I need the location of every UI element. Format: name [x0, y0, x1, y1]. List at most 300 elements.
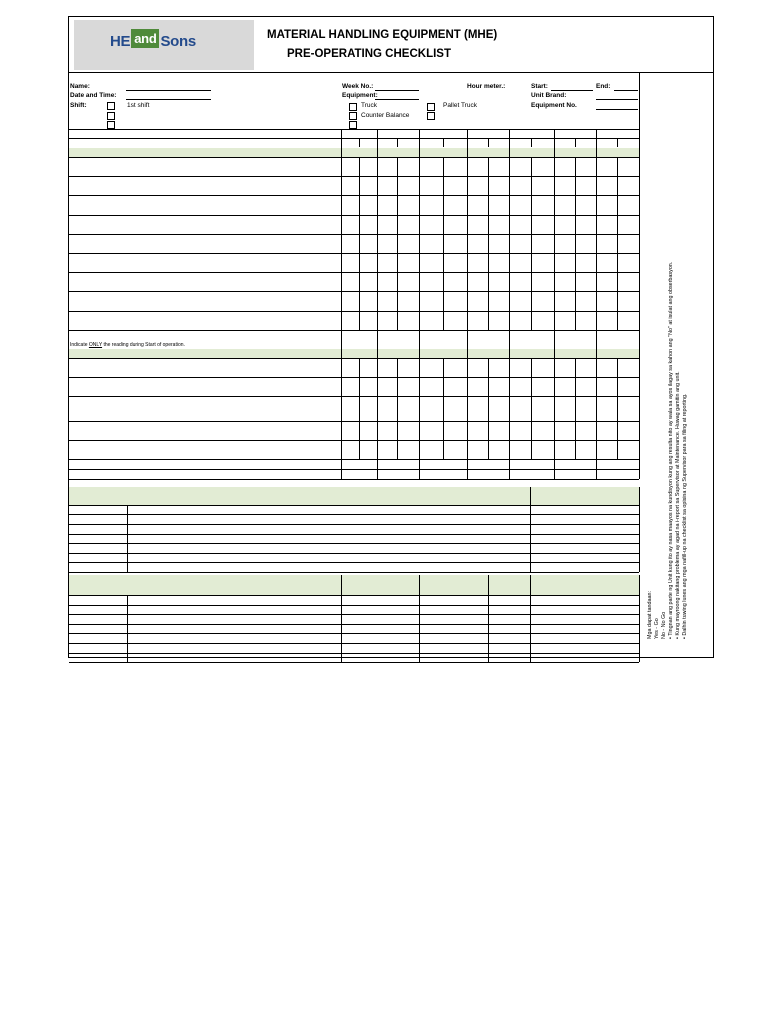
- no-checkbox-cell[interactable]: [488, 291, 509, 310]
- no-checkbox-cell[interactable]: [531, 421, 554, 440]
- equipment-no-field[interactable]: [596, 109, 638, 110]
- no-checkbox-cell[interactable]: [443, 377, 467, 396]
- yes-checkbox-cell[interactable]: [554, 377, 575, 396]
- yes-checkbox-cell[interactable]: [596, 377, 617, 396]
- yes-checkbox-cell[interactable]: [596, 215, 617, 234]
- yes-checkbox-cell[interactable]: [377, 421, 397, 440]
- timeline-field[interactable]: [419, 614, 488, 624]
- counter-balance-checkbox[interactable]: [349, 112, 357, 120]
- action-field[interactable]: [341, 653, 419, 663]
- no-checkbox-cell[interactable]: [359, 358, 377, 377]
- yes-checkbox-cell[interactable]: [377, 291, 397, 310]
- no-checkbox-cell[interactable]: [443, 421, 467, 440]
- no-checkbox-cell[interactable]: [359, 311, 377, 330]
- yes-checkbox-cell[interactable]: [467, 253, 488, 272]
- yes-checkbox-cell[interactable]: [596, 421, 617, 440]
- yes-checkbox-cell[interactable]: [596, 195, 617, 214]
- yes-checkbox-cell[interactable]: [341, 291, 359, 310]
- no-checkbox-cell[interactable]: [617, 358, 639, 377]
- column-line: [639, 72, 640, 479]
- yes-checkbox-cell[interactable]: [467, 176, 488, 195]
- no-checkbox-cell[interactable]: [488, 440, 509, 459]
- yes-checkbox-cell[interactable]: [467, 396, 488, 421]
- yes-checkbox-cell[interactable]: [554, 215, 575, 234]
- comments-field[interactable]: [127, 624, 341, 634]
- yes-checkbox-cell[interactable]: [377, 377, 397, 396]
- no-checkbox-cell[interactable]: [397, 215, 419, 234]
- no-checkbox-cell[interactable]: [488, 195, 509, 214]
- remarks-field[interactable]: [127, 553, 530, 563]
- day-entry-cell[interactable]: [596, 469, 639, 479]
- no-checkbox-cell[interactable]: [488, 421, 509, 440]
- maintenance-signature-field[interactable]: [530, 624, 639, 634]
- shift-checkbox-2[interactable]: [107, 112, 115, 120]
- no-checkbox-cell[interactable]: [488, 215, 509, 234]
- no-checkbox-cell[interactable]: [488, 396, 509, 421]
- no-checkbox-cell[interactable]: [575, 272, 596, 291]
- yes-checkbox-cell[interactable]: [554, 157, 575, 176]
- yes-checkbox-cell[interactable]: [554, 291, 575, 310]
- yes-checkbox-cell[interactable]: [596, 311, 617, 330]
- yes-checkbox-cell[interactable]: [419, 358, 443, 377]
- fl-operator-signature-field[interactable]: [530, 553, 639, 563]
- yes-checkbox-cell[interactable]: [509, 272, 531, 291]
- yes-checkbox-cell[interactable]: [341, 215, 359, 234]
- yes-checkbox-cell[interactable]: [554, 311, 575, 330]
- yes-checkbox-cell[interactable]: [467, 215, 488, 234]
- yes-checkbox-cell[interactable]: [341, 421, 359, 440]
- no-checkbox-cell[interactable]: [617, 215, 639, 234]
- no-checkbox-cell[interactable]: [397, 272, 419, 291]
- timeline-field[interactable]: [419, 595, 488, 605]
- yes-checkbox-cell[interactable]: [596, 396, 617, 421]
- yes-checkbox-cell[interactable]: [341, 176, 359, 195]
- no-checkbox-cell[interactable]: [359, 157, 377, 176]
- no-checkbox-cell[interactable]: [575, 215, 596, 234]
- no-checkbox-cell[interactable]: [617, 421, 639, 440]
- column-line: [127, 505, 128, 572]
- no-checkbox-cell[interactable]: [397, 234, 419, 253]
- no-checkbox-cell[interactable]: [397, 311, 419, 330]
- no-checkbox-cell[interactable]: [443, 291, 467, 310]
- yes-checkbox-cell[interactable]: [509, 358, 531, 377]
- name-field[interactable]: [126, 90, 211, 91]
- no-checkbox-cell[interactable]: [397, 440, 419, 459]
- no-checkbox-cell[interactable]: [575, 253, 596, 272]
- no-checkbox-cell[interactable]: [397, 377, 419, 396]
- yes-checkbox-cell[interactable]: [419, 291, 443, 310]
- no-checkbox-cell[interactable]: [359, 440, 377, 459]
- yes-checkbox-cell[interactable]: [419, 195, 443, 214]
- yes-checkbox-cell[interactable]: [377, 272, 397, 291]
- yes-checkbox-cell[interactable]: [341, 440, 359, 459]
- no-checkbox-cell[interactable]: [397, 253, 419, 272]
- yes-checkbox-cell[interactable]: [509, 377, 531, 396]
- no-checkbox-cell[interactable]: [575, 234, 596, 253]
- day-entry-cell[interactable]: [377, 330, 419, 349]
- yes-checkbox-cell[interactable]: [341, 272, 359, 291]
- yes-checkbox-cell[interactable]: [341, 253, 359, 272]
- action-header: [341, 575, 419, 595]
- yes-checkbox-cell[interactable]: [419, 253, 443, 272]
- fl-operator-signature-field[interactable]: [530, 505, 639, 515]
- yes-checkbox-cell[interactable]: [467, 377, 488, 396]
- yes-checkbox-cell[interactable]: [419, 377, 443, 396]
- yes-checkbox-cell[interactable]: [596, 272, 617, 291]
- yes-checkbox-cell[interactable]: [341, 234, 359, 253]
- equipment-label: Equipment:: [342, 92, 378, 99]
- unit-brand-field[interactable]: [596, 99, 638, 100]
- yes-checkbox-cell[interactable]: [467, 358, 488, 377]
- timeline-field[interactable]: [419, 653, 488, 663]
- hour-meter-label: Hour meter.:: [467, 83, 506, 90]
- no-checkbox-cell[interactable]: [443, 215, 467, 234]
- yes-checkbox-cell[interactable]: [377, 215, 397, 234]
- no-checkbox-cell[interactable]: [488, 311, 509, 330]
- day-entry-cell[interactable]: [419, 459, 467, 469]
- remarks-field[interactable]: [127, 543, 530, 553]
- fl-operator-signature-field[interactable]: [530, 543, 639, 553]
- equipment-field[interactable]: [375, 99, 419, 100]
- no-checkbox-cell[interactable]: [575, 440, 596, 459]
- day-entry-cell[interactable]: [596, 330, 639, 349]
- yes-checkbox-cell[interactable]: [467, 157, 488, 176]
- no-checkbox-cell[interactable]: [617, 396, 639, 421]
- name-label: Name:: [70, 83, 90, 90]
- day-entry-cell[interactable]: [467, 330, 509, 349]
- no-checkbox-cell[interactable]: [531, 291, 554, 310]
- no-checkbox-cell[interactable]: [617, 272, 639, 291]
- no-checkbox-cell[interactable]: [359, 396, 377, 421]
- fl-operator-signature-field[interactable]: [530, 514, 639, 524]
- yes-checkbox-cell[interactable]: [596, 176, 617, 195]
- day-entry-cell[interactable]: [341, 459, 377, 469]
- yes-checkbox-cell[interactable]: [467, 234, 488, 253]
- yes-checkbox-cell[interactable]: [554, 358, 575, 377]
- no-checkbox-cell[interactable]: [531, 396, 554, 421]
- action-field[interactable]: [341, 624, 419, 634]
- maintenance-signature-field[interactable]: [530, 633, 639, 643]
- no-checkbox-cell[interactable]: [531, 176, 554, 195]
- yes-checkbox-cell[interactable]: [377, 253, 397, 272]
- day-entry-cell[interactable]: [377, 469, 419, 479]
- action-field[interactable]: [341, 595, 419, 605]
- no-checkbox-cell[interactable]: [359, 176, 377, 195]
- yes-checkbox-cell[interactable]: [596, 440, 617, 459]
- no-checkbox-cell[interactable]: [531, 440, 554, 459]
- yes-checkbox-cell[interactable]: [419, 272, 443, 291]
- no-checkbox-cell[interactable]: [443, 176, 467, 195]
- no-checkbox-cell[interactable]: [488, 253, 509, 272]
- remarks-field[interactable]: [127, 534, 530, 544]
- yes-checkbox-cell[interactable]: [467, 291, 488, 310]
- yes-checkbox-cell[interactable]: [341, 377, 359, 396]
- no-checkbox-cell[interactable]: [359, 377, 377, 396]
- comments-field[interactable]: [127, 643, 341, 653]
- yes-checkbox-cell[interactable]: [509, 253, 531, 272]
- no-checkbox-cell[interactable]: [617, 253, 639, 272]
- no-checkbox-cell[interactable]: [617, 234, 639, 253]
- yes-checkbox-cell[interactable]: [419, 215, 443, 234]
- no-checkbox-cell[interactable]: [617, 311, 639, 330]
- no-checkbox-cell[interactable]: [443, 311, 467, 330]
- truck-checkbox[interactable]: [349, 103, 357, 111]
- no-checkbox-cell[interactable]: [531, 157, 554, 176]
- yes-checkbox-cell[interactable]: [377, 234, 397, 253]
- no-checkbox-cell[interactable]: [488, 377, 509, 396]
- no-checkbox-cell[interactable]: [488, 358, 509, 377]
- day-entry-cell[interactable]: [419, 330, 467, 349]
- yes-checkbox-cell[interactable]: [467, 311, 488, 330]
- yes-checkbox-cell[interactable]: [509, 291, 531, 310]
- yes-checkbox-cell[interactable]: [596, 358, 617, 377]
- day-entry-cell[interactable]: [341, 469, 377, 479]
- day-entry-cell[interactable]: [554, 459, 596, 469]
- no-checkbox-cell[interactable]: [397, 358, 419, 377]
- fl-operator-signature-field[interactable]: [530, 534, 639, 544]
- maintenance-signature-field[interactable]: [530, 605, 639, 615]
- yes-checkbox-cell[interactable]: [341, 358, 359, 377]
- yes-checkbox-cell[interactable]: [419, 396, 443, 421]
- yes-checkbox-cell[interactable]: [554, 440, 575, 459]
- shift-checkbox-3[interactable]: [107, 121, 115, 129]
- week-no-field[interactable]: [375, 90, 419, 91]
- yes-checkbox-cell[interactable]: [509, 157, 531, 176]
- yes-checkbox-cell[interactable]: [596, 253, 617, 272]
- remarks-field[interactable]: [127, 524, 530, 534]
- remarks-field[interactable]: [127, 562, 530, 572]
- yes-checkbox-cell[interactable]: [377, 311, 397, 330]
- side-note-line: • Tingnan ang parte ng Unit kung ito ay nasa maayos na kundisyon kung ang resulta nito ay wala sa ayos ilagay sa kahon ang "No" at isulat ang obserbasyon.: [668, 261, 674, 639]
- yes-checkbox-cell[interactable]: [596, 157, 617, 176]
- no-checkbox-cell[interactable]: [443, 396, 467, 421]
- yes-checkbox-cell[interactable]: [341, 195, 359, 214]
- yes-checkbox-cell[interactable]: [596, 234, 617, 253]
- status-field[interactable]: [488, 595, 530, 605]
- yes-checkbox-cell[interactable]: [419, 157, 443, 176]
- row-line: [69, 572, 639, 573]
- yes-checkbox-cell[interactable]: [509, 396, 531, 421]
- no-checkbox-cell[interactable]: [531, 253, 554, 272]
- no-checkbox-cell[interactable]: [488, 234, 509, 253]
- timeline-field[interactable]: [419, 624, 488, 634]
- no-checkbox-cell[interactable]: [575, 311, 596, 330]
- no-checkbox-cell[interactable]: [531, 311, 554, 330]
- no-checkbox-cell[interactable]: [443, 234, 467, 253]
- yes-checkbox-cell[interactable]: [509, 440, 531, 459]
- yes-checkbox-cell[interactable]: [554, 421, 575, 440]
- no-checkbox-cell[interactable]: [531, 272, 554, 291]
- end-field[interactable]: [614, 90, 638, 91]
- yes-checkbox-cell[interactable]: [467, 421, 488, 440]
- no-checkbox-cell[interactable]: [575, 291, 596, 310]
- no-checkbox-cell[interactable]: [531, 195, 554, 214]
- maintenance-signature-field[interactable]: [530, 614, 639, 624]
- no-checkbox-cell[interactable]: [443, 253, 467, 272]
- yes-checkbox-cell[interactable]: [377, 396, 397, 421]
- no-checkbox-cell[interactable]: [575, 377, 596, 396]
- action-field[interactable]: [341, 614, 419, 624]
- comments-field[interactable]: [127, 605, 341, 615]
- no-checkbox-cell[interactable]: [575, 195, 596, 214]
- yes-checkbox-cell[interactable]: [509, 176, 531, 195]
- no-checkbox-cell[interactable]: [397, 176, 419, 195]
- yes-checkbox-cell[interactable]: [554, 234, 575, 253]
- day-entry-cell[interactable]: [341, 330, 377, 349]
- no-checkbox-cell[interactable]: [531, 358, 554, 377]
- no-checkbox-cell[interactable]: [359, 234, 377, 253]
- row-line: [69, 662, 639, 663]
- yes-checkbox-cell[interactable]: [419, 234, 443, 253]
- fl-operator-header: [530, 487, 639, 505]
- timeline-field[interactable]: [419, 643, 488, 653]
- no-checkbox-cell[interactable]: [575, 396, 596, 421]
- yes-checkbox-cell[interactable]: [509, 195, 531, 214]
- remarks-field[interactable]: [127, 505, 530, 515]
- yes-checkbox-cell[interactable]: [419, 311, 443, 330]
- no-checkbox-cell[interactable]: [488, 272, 509, 291]
- comments-field[interactable]: [127, 595, 341, 605]
- maintenance-signature-field[interactable]: [530, 643, 639, 653]
- fl-operator-signature-field[interactable]: [530, 562, 639, 572]
- status-field[interactable]: [488, 605, 530, 615]
- status-field[interactable]: [488, 643, 530, 653]
- status-field[interactable]: [488, 633, 530, 643]
- no-checkbox-cell[interactable]: [575, 157, 596, 176]
- yes-checkbox-cell[interactable]: [419, 421, 443, 440]
- no-checkbox-cell[interactable]: [488, 176, 509, 195]
- day-entry-cell[interactable]: [554, 330, 596, 349]
- no-checkbox-cell[interactable]: [617, 176, 639, 195]
- first-shift-checkbox[interactable]: [107, 102, 115, 110]
- pallet-truck-checkbox[interactable]: [427, 103, 435, 111]
- no-checkbox-cell[interactable]: [617, 291, 639, 310]
- day-entry-cell[interactable]: [377, 459, 419, 469]
- yes-checkbox-cell[interactable]: [554, 253, 575, 272]
- no-checkbox-cell[interactable]: [397, 157, 419, 176]
- no-checkbox-cell[interactable]: [359, 272, 377, 291]
- no-checkbox-cell[interactable]: [488, 157, 509, 176]
- no-checkbox-cell[interactable]: [617, 195, 639, 214]
- timeline-field[interactable]: [419, 605, 488, 615]
- no-checkbox-cell[interactable]: [617, 440, 639, 459]
- no-checkbox-cell[interactable]: [359, 195, 377, 214]
- action-field[interactable]: [341, 605, 419, 615]
- date-time-label: Date and Time:: [70, 92, 117, 99]
- no-checkbox-cell[interactable]: [531, 234, 554, 253]
- no-checkbox-cell[interactable]: [443, 358, 467, 377]
- no-checkbox-cell[interactable]: [575, 358, 596, 377]
- yes-checkbox-cell[interactable]: [341, 157, 359, 176]
- action-field[interactable]: [341, 633, 419, 643]
- no-checkbox-cell[interactable]: [397, 396, 419, 421]
- yes-checkbox-cell[interactable]: [509, 215, 531, 234]
- day-entry-cell[interactable]: [419, 469, 467, 479]
- yes-checkbox-cell[interactable]: [509, 234, 531, 253]
- day-entry-cell[interactable]: [596, 459, 639, 469]
- page-subtitle: PRE-OPERATING CHECKLIST: [287, 48, 451, 60]
- yes-checkbox-cell[interactable]: [467, 272, 488, 291]
- no-checkbox-cell[interactable]: [531, 377, 554, 396]
- maintenance-signature-field[interactable]: [530, 653, 639, 663]
- comments-field[interactable]: [127, 614, 341, 624]
- yes-checkbox-cell[interactable]: [596, 291, 617, 310]
- no-checkbox-cell[interactable]: [443, 272, 467, 291]
- no-checkbox-cell[interactable]: [443, 440, 467, 459]
- status-field[interactable]: [488, 653, 530, 663]
- no-checkbox-cell[interactable]: [397, 291, 419, 310]
- yes-checkbox-cell[interactable]: [377, 195, 397, 214]
- no-checkbox-cell[interactable]: [397, 195, 419, 214]
- side-notes: [647, 261, 689, 639]
- yes-checkbox-cell[interactable]: [467, 195, 488, 214]
- remarks-field[interactable]: [127, 514, 530, 524]
- day-entry-cell[interactable]: [509, 330, 554, 349]
- yes-checkbox-cell[interactable]: [509, 311, 531, 330]
- day-entry-cell[interactable]: [467, 469, 509, 479]
- checklist-sheet: [68, 16, 714, 658]
- no-checkbox-cell[interactable]: [575, 421, 596, 440]
- no-checkbox-cell[interactable]: [531, 215, 554, 234]
- comments-field[interactable]: [127, 633, 341, 643]
- yes-checkbox-cell[interactable]: [419, 176, 443, 195]
- date-time-field[interactable]: [126, 99, 211, 100]
- no-checkbox-cell[interactable]: [443, 195, 467, 214]
- yes-checkbox-cell[interactable]: [377, 358, 397, 377]
- yes-checkbox-cell[interactable]: [377, 176, 397, 195]
- status-field[interactable]: [488, 624, 530, 634]
- no-checkbox-cell[interactable]: [359, 253, 377, 272]
- day-entry-cell[interactable]: [467, 459, 509, 469]
- yes-checkbox-cell[interactable]: [377, 157, 397, 176]
- fl-operator-signature-field[interactable]: [530, 524, 639, 534]
- yes-checkbox-cell[interactable]: [341, 396, 359, 421]
- status-field[interactable]: [488, 614, 530, 624]
- no-checkbox-cell[interactable]: [617, 157, 639, 176]
- column-line: [127, 595, 128, 662]
- equipment-checkbox-4[interactable]: [427, 112, 435, 120]
- yes-checkbox-cell[interactable]: [554, 195, 575, 214]
- no-checkbox-cell[interactable]: [575, 176, 596, 195]
- equipment-checkbox-3[interactable]: [349, 121, 357, 129]
- timeline-field[interactable]: [419, 633, 488, 643]
- day-entry-cell[interactable]: [509, 459, 554, 469]
- no-checkbox-cell[interactable]: [443, 157, 467, 176]
- yes-checkbox-cell[interactable]: [419, 440, 443, 459]
- yes-checkbox-cell[interactable]: [341, 311, 359, 330]
- day-entry-cell[interactable]: [554, 469, 596, 479]
- no-checkbox-cell[interactable]: [397, 421, 419, 440]
- yes-checkbox-cell[interactable]: [509, 421, 531, 440]
- no-checkbox-cell[interactable]: [359, 215, 377, 234]
- day-entry-cell[interactable]: [509, 469, 554, 479]
- no-checkbox-cell[interactable]: [617, 377, 639, 396]
- status-header: [488, 575, 530, 595]
- no-checkbox-cell[interactable]: [359, 421, 377, 440]
- comments-field[interactable]: [127, 653, 341, 663]
- side-note-line: • Kung mayroong nakitang problema ay agad na i-report sa Supervisor at Maintenance. Huwag gamitin ang unit.: [675, 371, 681, 639]
- yes-checkbox-cell[interactable]: [554, 176, 575, 195]
- yes-checkbox-cell[interactable]: [377, 440, 397, 459]
- action-field[interactable]: [341, 643, 419, 653]
- yes-checkbox-cell[interactable]: [554, 272, 575, 291]
- side-note-line: No - No Go: [661, 611, 667, 639]
- column-line: [530, 575, 531, 662]
- no-checkbox-cell[interactable]: [359, 291, 377, 310]
- maintenance-signature-field[interactable]: [530, 595, 639, 605]
- yes-checkbox-cell[interactable]: [554, 396, 575, 421]
- yes-checkbox-cell[interactable]: [467, 440, 488, 459]
